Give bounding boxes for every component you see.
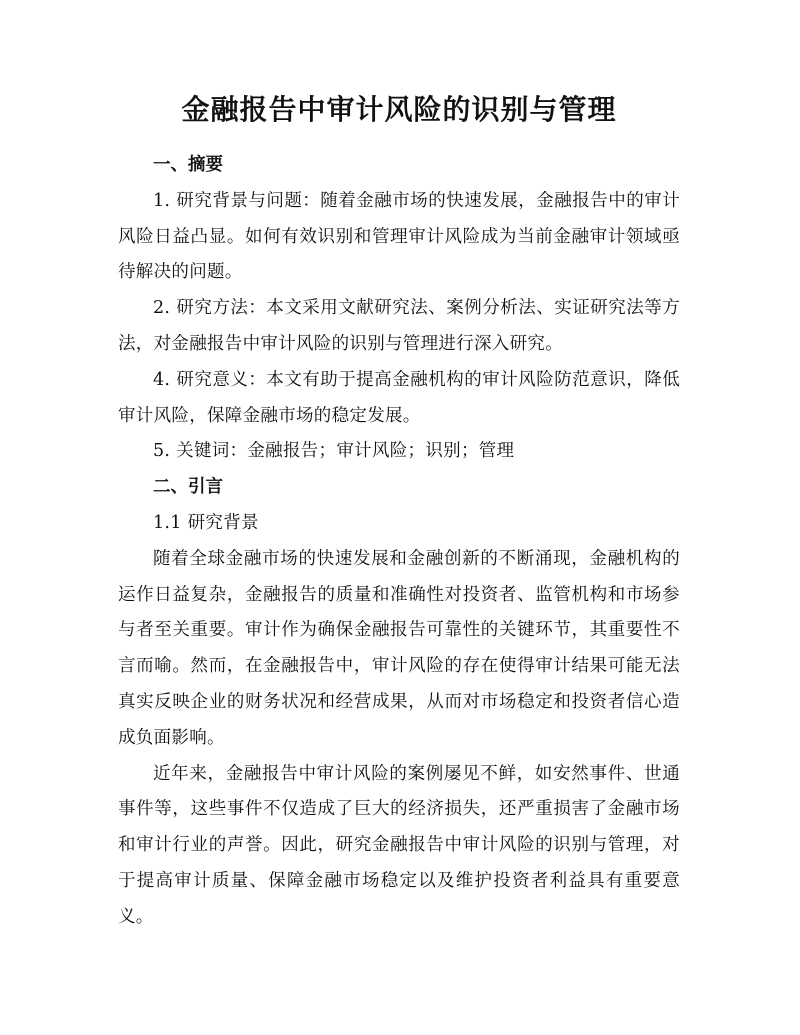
section-abstract bbox=[118, 148, 680, 470]
document-title: 金融报告中审计风险的识别与管理 bbox=[181, 93, 617, 126]
section-heading-abstract: 一、摘要 bbox=[153, 155, 223, 175]
subsection-heading-background: 1.1 研究背景 bbox=[153, 512, 259, 533]
introduction-paragraph-2: 近年来，金融报告中审计风险的案例屡见不鲜，如安然事件、世通事件等，这些事件不仅造成了巨大的经济损失，还严重损害了金融市场和审计行业的声誉。因此，研究金融报告中审计风险的识别与管理，对于提高审计质量、保障金融市场稳定以及维护投资者利益具有重要意义。 bbox=[118, 763, 680, 927]
abstract-keywords-paragraph: 5. 关键词：金融报告；审计风险；识别；管理 bbox=[153, 441, 515, 462]
introduction-paragraph-1: 随着全球金融市场的快速发展和金融创新的不断涌现，金融机构的运作日益复杂，金融报告的质量和准确性对投资者、监管机构和市场参与者至关重要。审计作为确保金融报告可靠性的关键环节，其重要性不言而喻。然而，在金融报告中，审计风险的存在使得审计结果可能无法真实反映企业的财务状况和经营成果，从而对市场稳定和投资者信心造成负面影响。 bbox=[118, 548, 680, 748]
section-introduction bbox=[118, 470, 680, 935]
abstract-method-paragraph: 2. 研究方法：本文采用文献研究法、案例分析法、实证研究法等方法，对金融报告中审计风险的识别与管理进行深入研究。 bbox=[118, 298, 680, 354]
abstract-background-paragraph: 1. 研究背景与问题：随着金融市场的快速发展，金融报告中的审计风险日益凸显。如何有效识别和管理审计风险成为当前金融审计领域亟待解决的问题。 bbox=[118, 190, 680, 283]
abstract-significance-paragraph: 4. 研究意义：本文有助于提高金融机构的审计风险防范意识，降低审计风险，保障金融市场的稳定发展。 bbox=[118, 369, 680, 426]
section-heading-introduction: 二、引言 bbox=[153, 477, 223, 498]
